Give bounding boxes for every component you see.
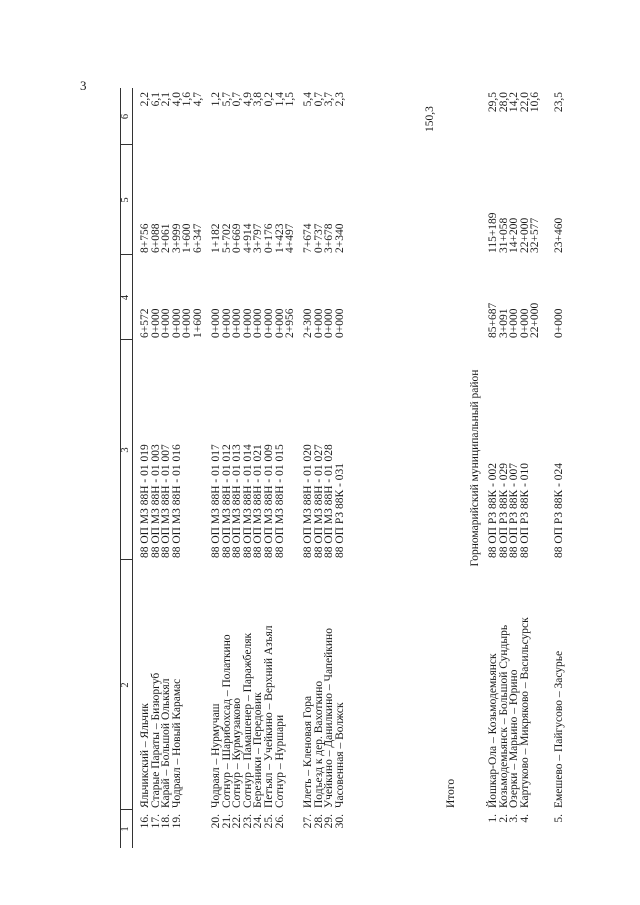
row-number: 30.: [333, 814, 346, 829]
row-number: 19.: [170, 814, 183, 829]
row-number: 29.: [323, 814, 336, 829]
length-km: 1,4: [273, 92, 286, 107]
length-km: 0,2: [263, 92, 275, 107]
start-km: 1+600: [192, 308, 204, 338]
itogo-label: Итого: [445, 778, 457, 808]
end-km: 3+797: [252, 223, 265, 253]
road-code: 88 ОП МЗ 88Н - 01 028: [323, 444, 336, 558]
road-name: Емешево – Пайгусово – Засурье: [553, 650, 565, 808]
itogo-row: [446, 88, 457, 848]
header-divider: [120, 339, 132, 340]
road-code: 88 ОП РЗ 88К - 002: [487, 462, 499, 558]
length-km: 5,7: [220, 92, 233, 107]
start-km: 3+091: [497, 308, 510, 338]
road-name: Березники – Передовик: [252, 692, 265, 808]
length-km: 23,5: [553, 92, 565, 113]
header-col-2: 2: [120, 682, 131, 688]
header-col-6: 6: [120, 113, 131, 120]
start-km: 0+000: [252, 308, 265, 338]
end-km: 2+340: [333, 223, 346, 253]
end-km: 6+347: [192, 223, 204, 253]
start-km: 0+000: [263, 308, 275, 338]
length-km: 3,7: [323, 92, 336, 107]
road-name: Озерки – Марьино – Юрино: [508, 669, 521, 808]
road-name: Чодраял – Новый Карамас: [170, 678, 183, 808]
length-km: 29,5: [487, 92, 499, 113]
end-km: 0+176: [263, 223, 275, 253]
start-km: 0+000: [323, 308, 336, 338]
end-km: 0+669: [231, 223, 244, 253]
end-km: 4+914: [241, 223, 254, 253]
row-number: 16.: [139, 814, 151, 829]
road-code: 88 ОП МЗ 88Н - 01 019: [139, 444, 151, 558]
length-km: 2,3: [333, 92, 346, 107]
table-row: [172, 88, 183, 848]
road-code: 88 ОП МЗ 88Н - 01 021: [252, 444, 265, 558]
length-km: 4,0: [170, 92, 183, 107]
row-number: 2.: [497, 814, 510, 823]
header-divider: [120, 809, 132, 810]
header-divider: [120, 144, 132, 145]
road-code: 88 ОП РЗ 88К - 031: [333, 462, 346, 558]
end-km: 115+189: [487, 212, 499, 253]
itogo-value: 150,3: [424, 106, 436, 132]
row-number: 20.: [210, 814, 222, 829]
length-km: 0,7: [312, 92, 325, 107]
start-km: 0+000: [241, 308, 254, 338]
road-name: Петъял – Учейкино – Верхний Азъял: [263, 625, 275, 808]
row-number: 24.: [252, 814, 265, 829]
start-km: 6+572: [139, 308, 151, 338]
road-code: 88 ОП РЗ 88К - 007: [508, 462, 521, 558]
length-km: 5,4: [302, 92, 314, 107]
start-km: 0+000: [312, 308, 325, 338]
end-km: 6+088: [149, 223, 162, 253]
road-name: Козьмодемьянск – Большой Сундырь: [497, 624, 510, 808]
end-km: 23+460: [553, 217, 565, 253]
road-name: Йошкар-Ола – Козьмодемьянск: [487, 653, 499, 808]
road-code: 88 ОП МЗ 88Н - 01 007: [160, 444, 173, 558]
road-code: 88 ОП МЗ 88Н - 01 003: [149, 444, 162, 558]
road-code: 88 ОП РЗ 88К - 029: [497, 462, 510, 558]
road-name: Чодраял – Нурмучаш: [210, 703, 222, 808]
header-divider: [120, 559, 132, 560]
length-km: 22,0: [518, 92, 531, 113]
start-km: 0+000: [181, 308, 194, 338]
start-km: 85+687: [487, 302, 499, 338]
row-number: 27.: [302, 814, 314, 829]
end-km: 1+600: [181, 223, 194, 253]
length-km: 1,6: [181, 92, 194, 107]
end-km: 5+702: [220, 223, 233, 253]
district-title: Горномарийский муниципальный район: [469, 369, 481, 567]
road-name: Сотнур – Курмузаково: [231, 697, 244, 808]
road-name: Сотнур – Шарибохсад – Полаткино: [220, 634, 233, 808]
length-km: 1,5: [284, 92, 297, 107]
road-code: 88 ОП МЗ 88Н - 01 015: [273, 444, 286, 558]
row-number: 28.: [312, 814, 325, 829]
header-col-5: 5: [120, 197, 131, 203]
road-name: Часовенная – Волжск: [333, 702, 346, 808]
row-number: 3.: [508, 814, 521, 823]
itogo-value-row: [425, 88, 436, 848]
table-row: [530, 88, 541, 848]
rotated-table: [120, 88, 565, 848]
start-km: 0+000: [149, 308, 162, 338]
length-km: 2,1: [160, 92, 173, 107]
road-code: 88 ОП МЗ 88Н - 01 014: [241, 444, 254, 558]
road-code: 88 ОП МЗ 88Н - 01 020: [302, 444, 314, 558]
table-row: [520, 88, 531, 848]
header-col-4: 4: [120, 294, 131, 301]
row-number: 1.: [487, 814, 499, 823]
end-km: 2+061: [160, 223, 173, 253]
length-km: 3,8: [252, 92, 265, 107]
row-number: 18.: [160, 814, 173, 829]
table-row: [193, 88, 204, 848]
table-row: [275, 88, 286, 848]
road-code: 88 ОП МЗ 88Н - 01 013: [231, 444, 244, 558]
end-km: 3+999: [170, 223, 183, 253]
road-name: Сотнур – Нуршари: [273, 714, 286, 808]
road-name: Яльчикский – Яльчик: [139, 703, 151, 808]
start-km: 2+956: [284, 308, 297, 338]
table-row: [554, 88, 565, 848]
end-km: 14+200: [508, 217, 521, 253]
length-km: 4,9: [241, 92, 254, 107]
road-code: 88 ОП РЗ 88К - 010: [518, 462, 531, 558]
road-code: 88 ОП МЗ 88Н - 01 012: [220, 444, 233, 558]
row-number: 22.: [231, 814, 244, 829]
start-km: 0+000: [231, 308, 244, 338]
road-name: Старые Параты – Бизюргуб: [149, 672, 162, 808]
start-km: 0+000: [210, 308, 222, 338]
row-number: 25.: [263, 814, 275, 829]
start-km: 2+300: [302, 308, 314, 338]
row-number: 5.: [553, 814, 565, 823]
end-km: 4+497: [284, 223, 297, 253]
header-bottom-border: [132, 88, 133, 848]
road-name: Сотнур – Памашенер – Паражбеляк: [241, 632, 254, 808]
end-km: 31+058: [497, 217, 510, 253]
header-col-1: 1: [120, 826, 131, 832]
start-km: 0+000: [518, 308, 531, 338]
length-km: 0,7: [231, 92, 244, 107]
page-number: 3: [80, 78, 87, 93]
row-number: 17.: [149, 814, 162, 829]
length-km: 2,2: [139, 92, 151, 107]
road-name: Карай – Большой Ольккял: [160, 678, 173, 808]
road-name: Картуково – Микряково – Васильсурск: [518, 617, 531, 808]
row-number: 26.: [273, 814, 286, 829]
table-row: [285, 88, 296, 848]
road-name: Учейкино – Данилкино – Чапейкино: [323, 628, 336, 808]
end-km: 3+678: [323, 223, 336, 253]
start-km: 22+000: [529, 302, 542, 338]
end-km: 32+577: [529, 217, 542, 253]
start-km: 0+000: [170, 308, 183, 338]
end-km: 8+756: [139, 223, 151, 253]
road-code: 88 ОП МЗ 88Н - 01 009: [263, 444, 275, 558]
length-km: 10,6: [529, 92, 542, 113]
end-km: 1+182: [210, 223, 222, 253]
start-km: 0+000: [160, 308, 173, 338]
start-km: 0+000: [508, 308, 521, 338]
row-number: 23.: [241, 814, 254, 829]
header-col-3: 3: [120, 447, 131, 453]
end-km: 1+423: [273, 223, 286, 253]
length-km: 4,7: [192, 92, 204, 107]
table-row: [182, 88, 193, 848]
header-divider: [120, 254, 132, 255]
start-km: 0+000: [220, 308, 233, 338]
start-km: 0+000: [273, 308, 286, 338]
length-km: 1,2: [210, 92, 222, 107]
road-code: 88 ОП РЗ 88К - 024: [553, 462, 565, 558]
road-code: 88 ОП МЗ 88Н - 01 027: [312, 444, 325, 558]
start-km: 0+000: [333, 308, 346, 338]
start-km: 0+000: [553, 308, 565, 338]
road-name: Илеть – Кленовая Гора: [302, 695, 314, 808]
end-km: 7+674: [302, 223, 314, 253]
road-code: 88 ОП МЗ 88Н - 01 017: [210, 444, 222, 558]
row-number: 21.: [220, 814, 233, 829]
length-km: 6,1: [149, 92, 162, 107]
length-km: 28,0: [497, 92, 510, 113]
road-code: 88 ОП МЗ 88Н - 01 016: [170, 444, 183, 558]
length-km: 14,2: [508, 92, 521, 113]
end-km: 22+000: [518, 217, 531, 253]
table-row: [335, 88, 346, 848]
road-name: Подъезд к дер. Вахоткино: [312, 680, 325, 808]
row-number: 4.: [518, 814, 531, 823]
end-km: 0+737: [312, 223, 325, 253]
